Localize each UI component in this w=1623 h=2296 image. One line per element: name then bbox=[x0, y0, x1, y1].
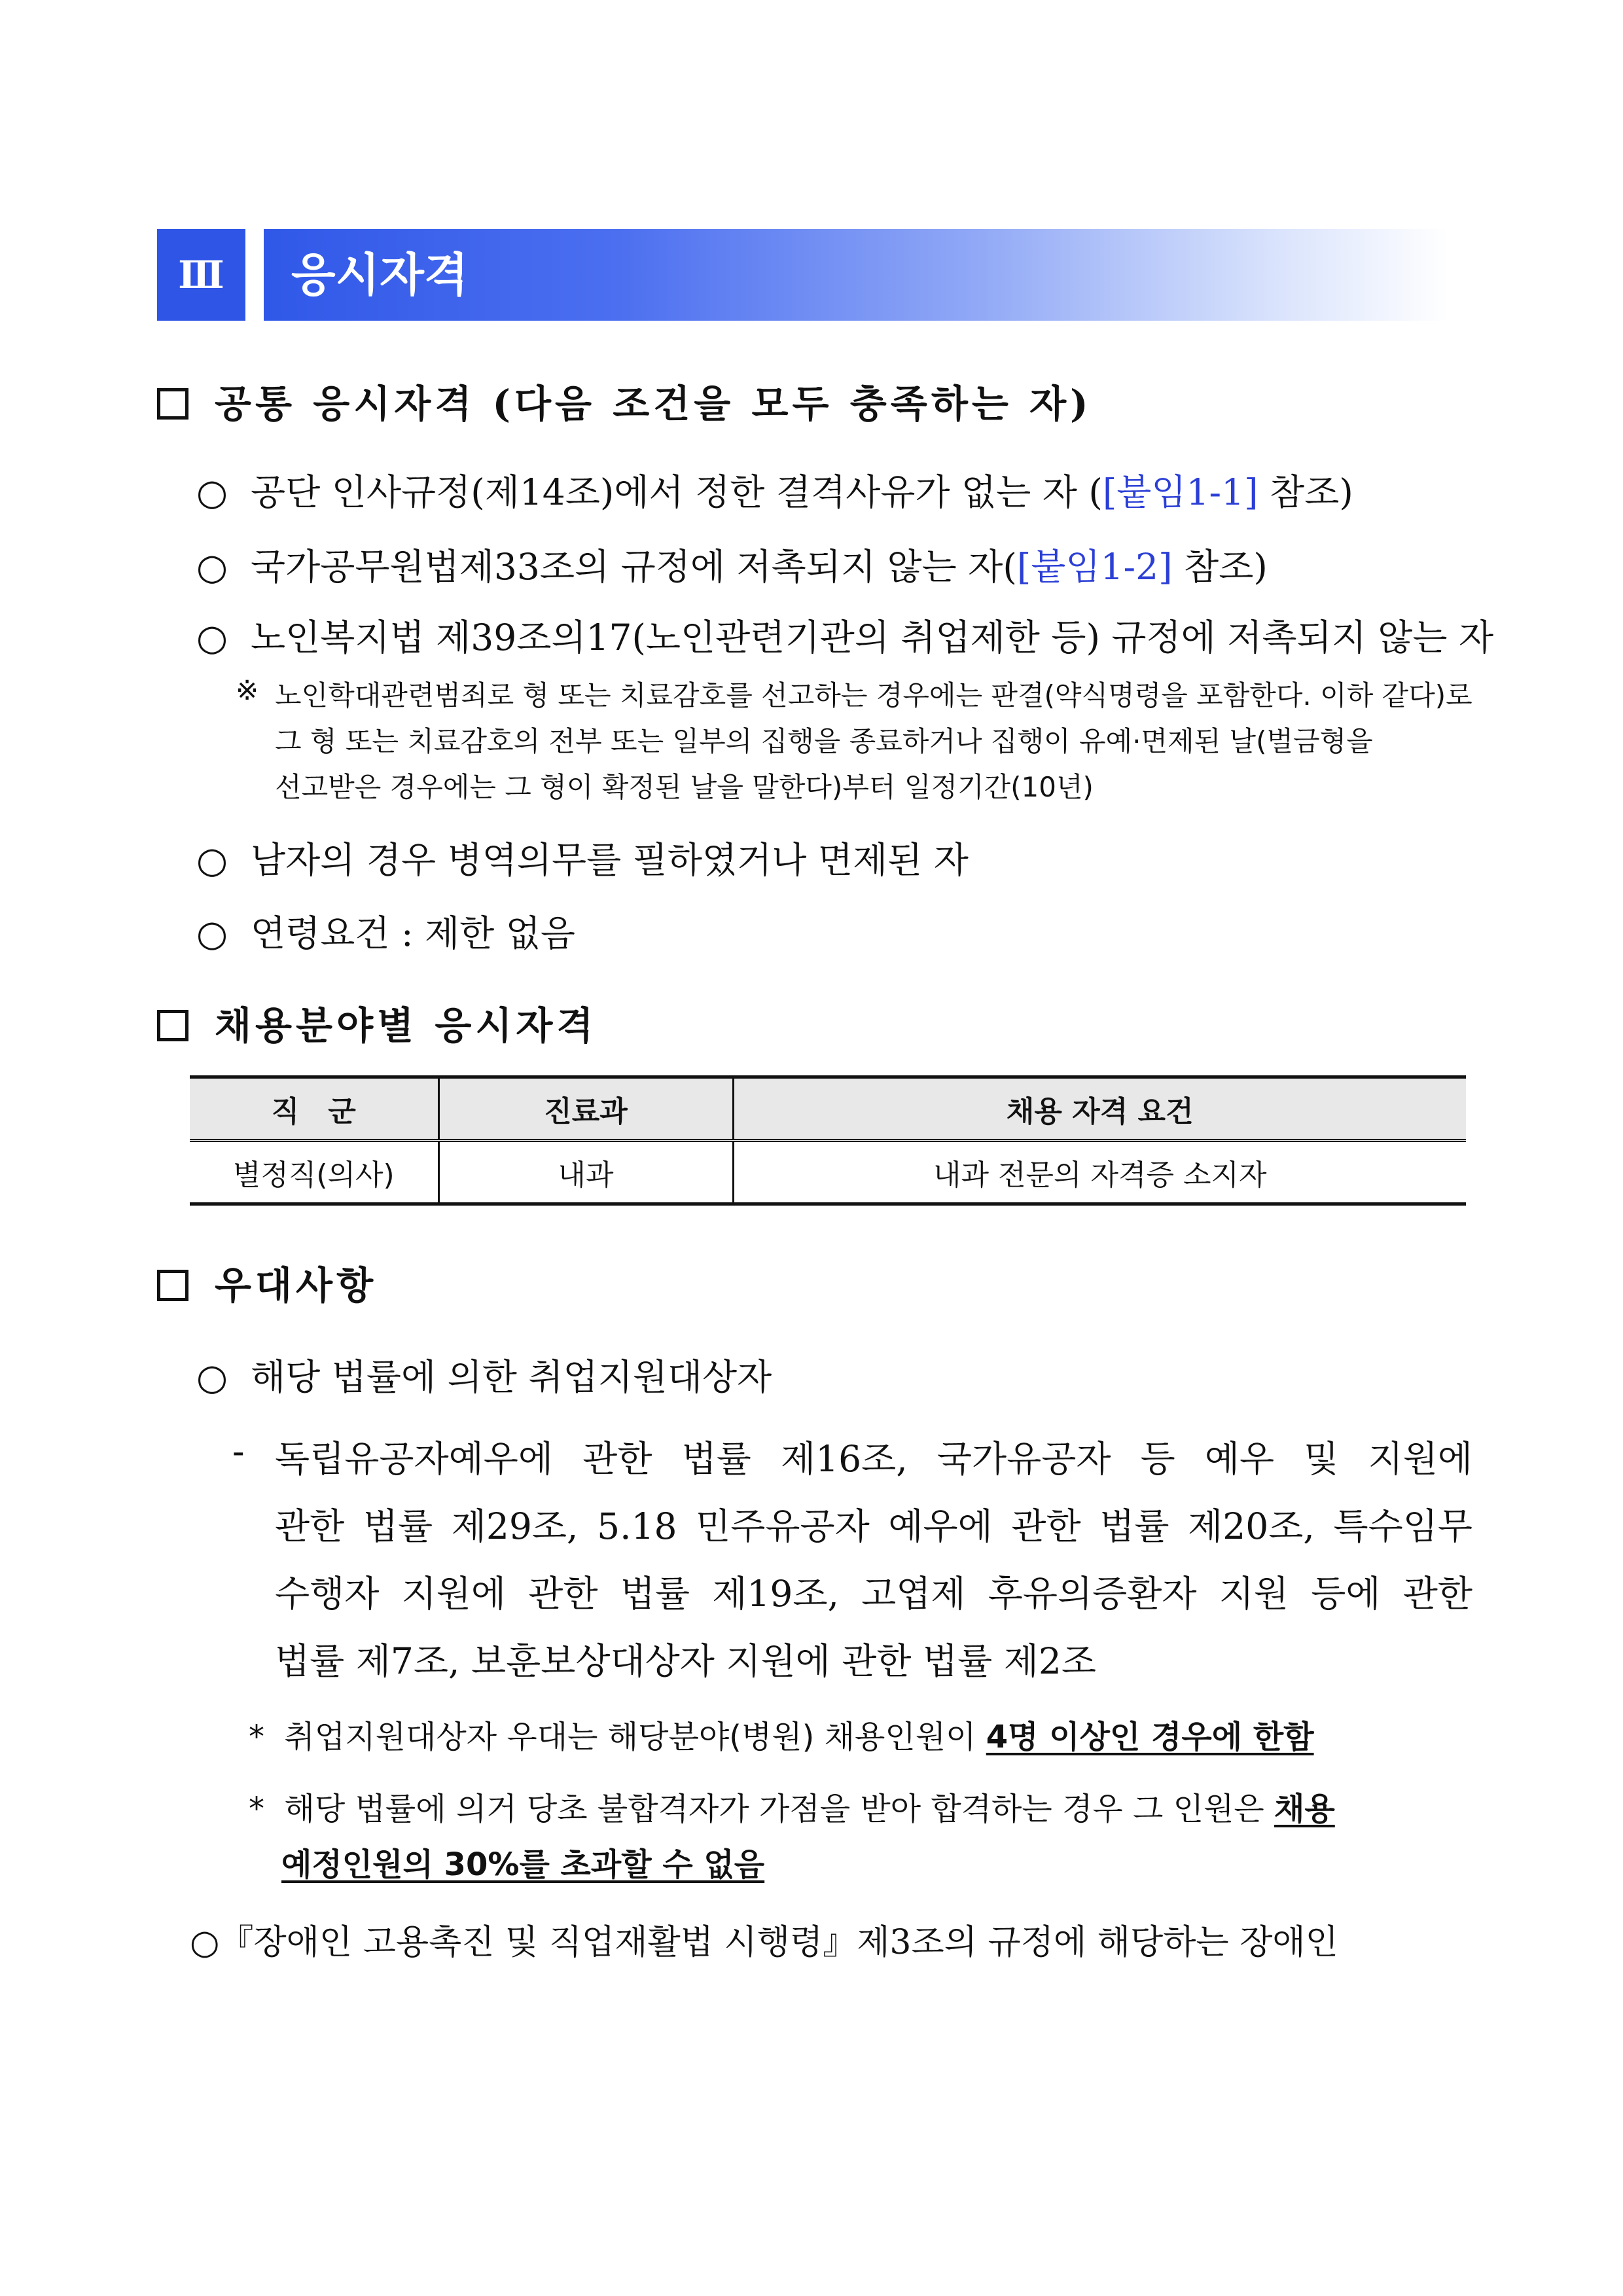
preference-heading bbox=[157, 1255, 377, 1310]
item-text: 연령요건 : 제한 없음 bbox=[250, 912, 575, 954]
section-number: Ⅲ bbox=[157, 229, 245, 321]
note-line-1: 노인학대관련범죄로 형 또는 치료감호를 선고하는 경우에는 판결(약식명령을 포함한다. 이하 같다)로 bbox=[275, 679, 1472, 711]
circle-bullet-icon: ○ bbox=[196, 912, 228, 954]
law-line-3: 수행자 지원에 관한 법률 제19조, 고엽제 후유의증환자 지원 등에 관한 bbox=[275, 1573, 1472, 1615]
checkbox-square-icon bbox=[157, 388, 188, 420]
common-heading bbox=[157, 373, 1092, 428]
circle-bullet-icon: ○ bbox=[196, 839, 228, 881]
star-note-2 bbox=[249, 1784, 1335, 1829]
table-header-cell: 채용 자격 요건 bbox=[733, 1077, 1466, 1141]
appendix-reference-link[interactable]: [붙임1-2] bbox=[1016, 546, 1173, 588]
law-line-4: 법률 제7조, 보훈보상대상자 지원에 관한 법률 제2조 bbox=[275, 1640, 1096, 1682]
note-mark: ※ bbox=[236, 674, 259, 706]
item-text: 남자의 경우 병역의무를 필하였거나 면제된 자 bbox=[250, 839, 969, 881]
by-field-heading bbox=[157, 995, 597, 1050]
star-note-1 bbox=[249, 1712, 1314, 1757]
checkbox-square-icon bbox=[157, 1270, 188, 1301]
appendix-reference-link[interactable]: [붙임1-1] bbox=[1102, 471, 1258, 513]
emphasized-condition: 채용 bbox=[1274, 1791, 1335, 1827]
table-header-cell: 진료과 bbox=[438, 1077, 733, 1141]
star-note-2-continued bbox=[281, 1839, 764, 1884]
note-text: 취업지원대상자 우대는 해당분야(병원) 채용인원이 bbox=[284, 1719, 986, 1755]
common-heading-text: 공통 응시자격 (다음 조건을 모두 충족하는 자) bbox=[215, 382, 1092, 426]
circle-bullet-icon: ○ bbox=[196, 546, 228, 588]
law-line-1: 독립유공자예우에 관한 법률 제16조, 국가유공자 등 예우 및 지원에 bbox=[275, 1438, 1472, 1480]
item-suffix: 참조) bbox=[1258, 471, 1353, 513]
asterisk-mark: * bbox=[249, 1719, 264, 1755]
note-line-2: 그 형 또는 치료감호의 전부 또는 일부의 집행을 종료하거나 집행이 유예·면제된 날(벌금형을 bbox=[275, 725, 1373, 757]
note-line-3: 선고받은 경우에는 그 형이 확정된 날을 말한다)부터 일정기간(10년) bbox=[275, 771, 1094, 803]
note-text: 해당 법률에 의거 당초 불합격자가 가점을 받아 합격하는 경우 그 인원은 bbox=[284, 1791, 1275, 1827]
table-header-cell: 직 군 bbox=[190, 1077, 438, 1141]
law-line-2: 관한 법률 제29조, 5.18 민주유공자 예우에 관한 법률 제20조, 특수임무 bbox=[275, 1505, 1472, 1547]
section-title: 응시자격 bbox=[291, 248, 469, 302]
item-text: 공단 인사규정(제14조)에서 정한 결격사유가 없는 자 ( bbox=[250, 471, 1103, 513]
circle-bullet-icon: ○ bbox=[196, 1356, 228, 1398]
emphasized-condition: 예정인원의 30%를 초과할 수 없음 bbox=[281, 1846, 765, 1883]
circle-bullet-icon: ○ bbox=[196, 617, 228, 658]
common-item-1 bbox=[196, 463, 1353, 515]
circle-bullet-icon: ○ bbox=[196, 471, 228, 513]
item-text: 국가공무원법제33조의 규정에 저촉되지 않는 자( bbox=[250, 546, 1017, 588]
item-text: 해당 법률에 의한 취업지원대상자 bbox=[250, 1356, 772, 1398]
emphasized-condition: 4명 이상인 경우에 한함 bbox=[986, 1719, 1314, 1755]
dash-bullet: - bbox=[232, 1430, 245, 1472]
by-field-heading-text: 채용분야별 응시자격 bbox=[215, 1003, 597, 1048]
requirements-table bbox=[190, 1075, 1466, 1206]
preference-item-1 bbox=[196, 1348, 772, 1400]
preference-heading-text: 우대사항 bbox=[215, 1263, 378, 1308]
table-cell: 별정직(의사) bbox=[190, 1141, 438, 1204]
common-item-5 bbox=[196, 905, 575, 956]
table-row bbox=[190, 1141, 1466, 1204]
item-text: 노인복지법 제39조의17(노인관련기관의 취업제한 등) 규정에 저촉되지 않는 자 bbox=[250, 617, 1494, 658]
common-item-4 bbox=[196, 831, 969, 883]
item-suffix: 참조) bbox=[1172, 546, 1268, 588]
preference-item-2: ○『장애인 고용촉진 및 직업재활법 시행령』제3조의 규정에 해당하는 장애인 bbox=[190, 1923, 1338, 1962]
table-header-row bbox=[190, 1077, 1466, 1141]
common-item-2 bbox=[196, 538, 1268, 590]
table-cell: 내과 전문의 자격증 소지자 bbox=[733, 1141, 1466, 1204]
asterisk-mark: * bbox=[249, 1791, 264, 1827]
common-item-3 bbox=[196, 609, 1493, 660]
table-cell: 내과 bbox=[438, 1141, 733, 1204]
checkbox-square-icon bbox=[157, 1010, 188, 1041]
